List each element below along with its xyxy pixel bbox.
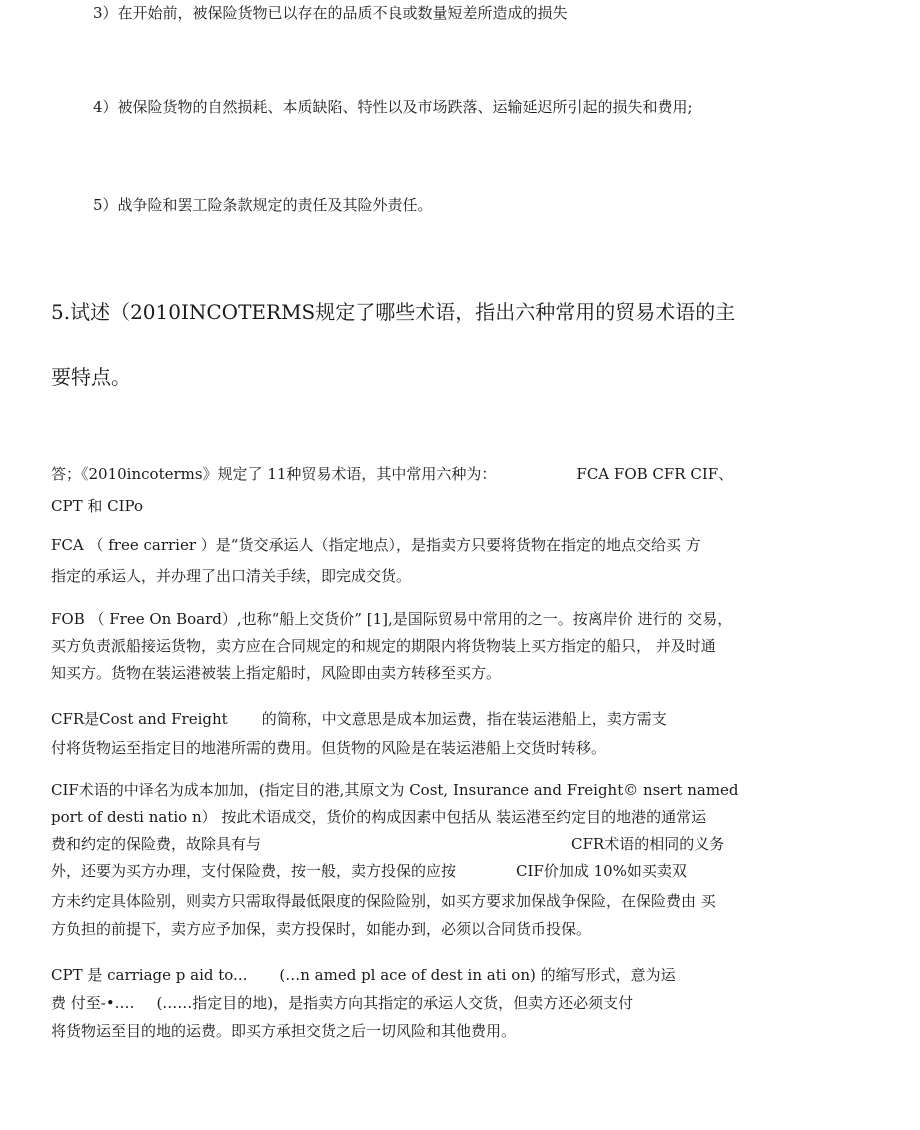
common-terms-list: FCA FOB CFR CIF、: [576, 465, 734, 483]
cfr-paragraph-line2: 付将货物运至指定目的地港所需的费用。但货物的风险是在装运港船上交货时转移。: [51, 739, 607, 757]
exclusion-item-5: 5）战争险和罢工险条款规定的责任及其险外责任。: [93, 196, 433, 214]
exclusion-item-4: 4）被保险货物的自然损耗、本质缺陷、特性以及市场跌落、运输延迟所引起的损失和费用;: [93, 98, 693, 116]
answer-intro-line2: CPT 和 CIPo: [51, 497, 144, 515]
cif-line3-cfr: CFR术语的相同的义务: [571, 835, 725, 853]
cif-line3-text: 费和约定的保险费，故除具有与: [51, 835, 262, 853]
fca-paragraph-line1: FCA （ free carrier ）是“货交承运人（指定地点），是指卖方只要将货物在指定的地点交给买 方: [51, 536, 701, 554]
cpt-term: CPT 是 carriage p aid to...: [51, 966, 248, 984]
question-heading-line1: 5.试述（2010INCOTERMS规定了哪些术语，指出六种常用的贸易术语的主: [51, 300, 736, 324]
fob-paragraph-line2: 买方负责派船接运货物，卖方应在合同规定的和规定的期限内将货物装上买方指定的船只， 并及时通: [51, 637, 716, 655]
question-heading-line2: 要特点。: [51, 365, 131, 389]
cpt-paragraph-line3: 将货物运至目的地的运费。即买方承担交货之后一切风险和其他费用。: [51, 1022, 517, 1040]
answer-intro-text: 答；《2010incoterms》规定了 11种贸易术语，其中常用六种为：: [51, 465, 497, 483]
cpt-line2-prefix: 费 付至-•.…: [51, 994, 135, 1012]
cpt-line2-text: (……指定目的地)，是指卖方向其指定的承运人交货，但卖方还必须支付: [156, 994, 634, 1012]
cif-paragraph-line3: [51, 834, 724, 854]
cif-paragraph-line1: CIF术语的中译名为成本加加，(指定目的港,其原文为 Cost, Insurance and Freight© nsert named: [51, 781, 739, 799]
cif-paragraph-line4: [51, 861, 687, 881]
cfr-paragraph-line1: [51, 709, 667, 729]
fob-paragraph-line1: FOB （ Free On Board）,也称“船上交货价” [1],是国际贸易中常用的之一。按离岸价 进行的 交易，: [51, 610, 733, 628]
cpt-paragraph-line2: [51, 993, 633, 1013]
cif-paragraph-line2: port of desti natio n） 按此术语成交，货价的构成因素中包括从 装运港至约定目的地港的通常运: [51, 808, 707, 826]
fob-paragraph-line3: 知买方。货物在装运港被装上指定船时，风险即由卖方转移至买方。: [51, 664, 502, 682]
cif-paragraph-line5: 方未约定具体险别，则卖方只需取得最低限度的保险险别，如买方要求加保战争保险，在保险费由 买: [51, 892, 716, 910]
fca-paragraph-line2: 指定的承运人，并办理了出口清关手续，即完成交货。: [51, 567, 412, 585]
cfr-definition: 的简称，中文意思是成本加运费，指在装运港船上，卖方需支: [261, 710, 667, 728]
answer-intro-line1: [51, 464, 733, 484]
cif-line4-text: 外，还要为买方办理，支付保险费，按一般，卖方投保的应按: [51, 862, 457, 880]
cif-paragraph-line6: 方负担的前提下，卖方应予加保，卖方投保时，如能办到，必须以合同货币投保。: [51, 920, 592, 938]
cif-line4-markup: CIF价加成 10%如买卖双: [516, 862, 687, 880]
exclusion-item-3: 3）在开始前，被保险货物已以存在的品质不良或数量短差所造成的损失: [93, 4, 568, 22]
cfr-term: CFR是Cost and Freight: [51, 710, 228, 728]
cpt-definition: (…n amed pl ace of dest in ati on) 的缩写形式，意为运: [279, 966, 676, 984]
cpt-paragraph-line1: [51, 965, 676, 985]
